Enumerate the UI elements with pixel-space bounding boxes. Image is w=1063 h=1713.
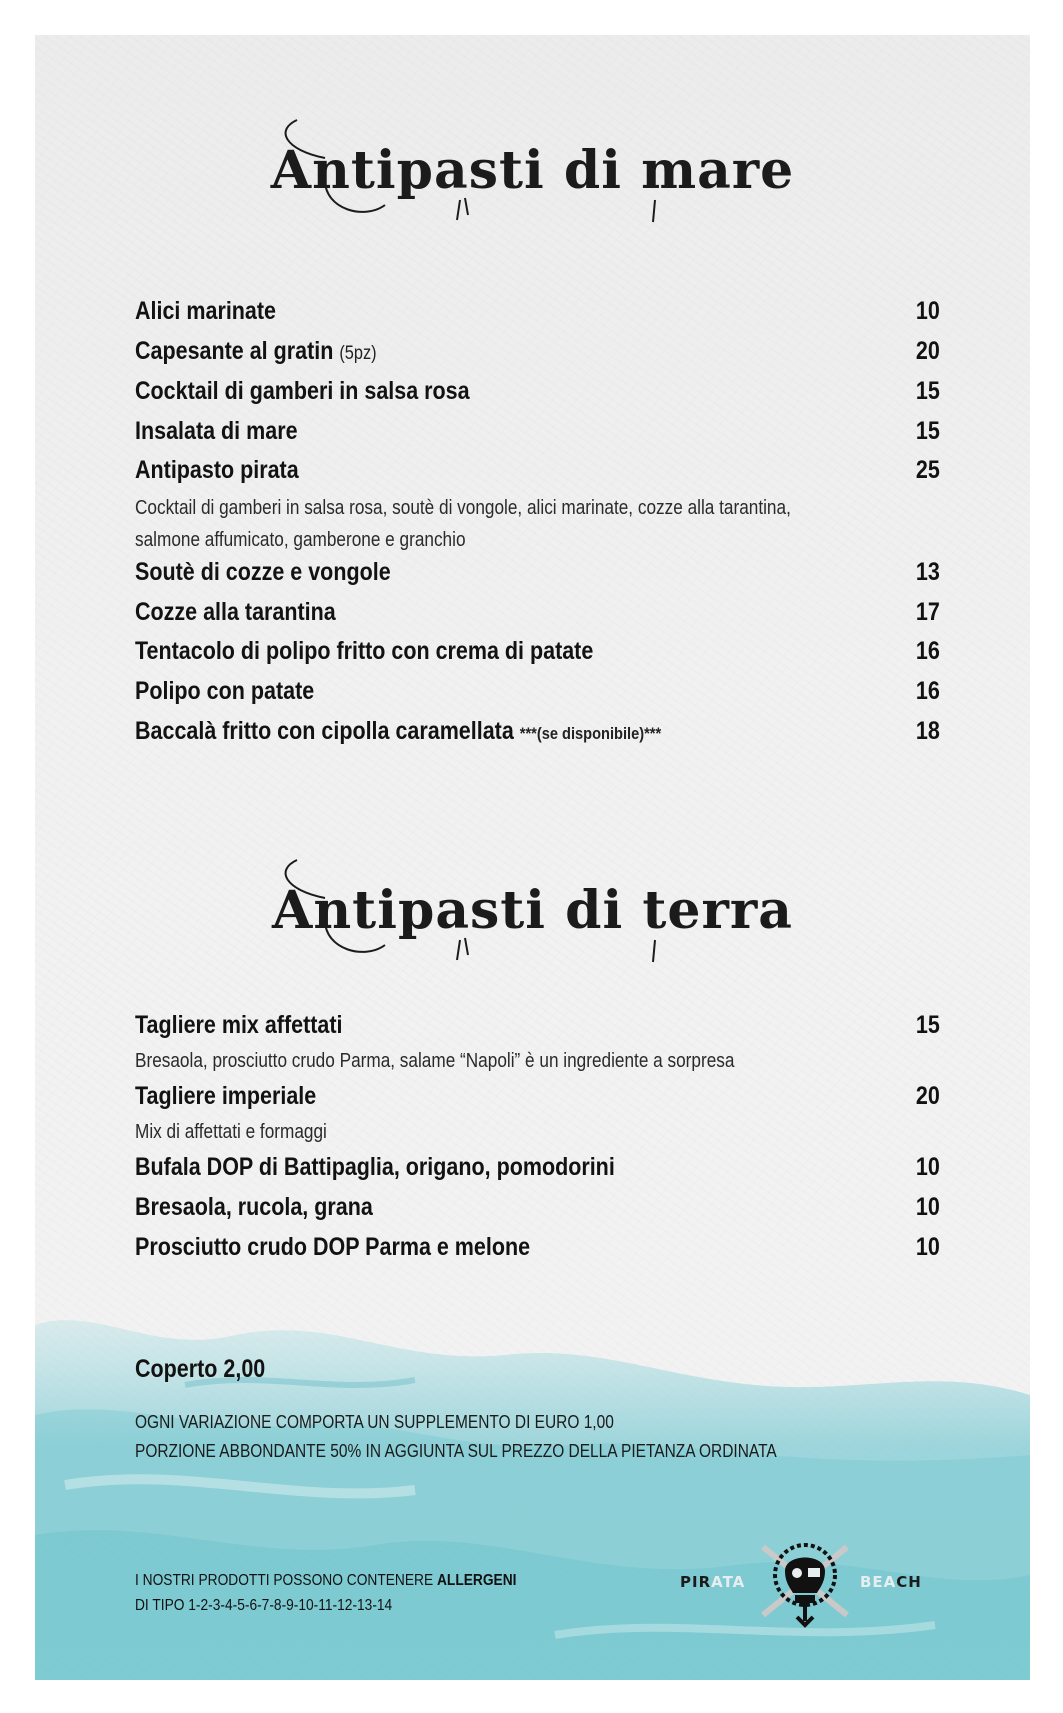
menu-item [135,337,940,373]
item-note: (5pz) [339,343,377,364]
menu-page [35,35,1030,1680]
allergens-types: DI TIPO 1-2-3-4-5-6-7-8-9-10-11-12-13-14 [135,1597,393,1614]
menu-item [135,558,940,594]
item-name: Antipasto pirata [135,456,299,484]
item-note: ***(se disponibile)*** [519,724,662,743]
item-name: Tagliere mix affettati [135,1011,343,1039]
item-name: Tagliere imperiale [135,1082,317,1110]
menu-item [135,456,940,492]
menu-item [135,598,940,634]
item-price: 10 [916,1233,940,1261]
allergens-prefix: I NOSTRI PRODOTTI POSSONO CONTENERE [135,1572,437,1589]
item-name: Bresaola, rucola, grana [135,1193,373,1221]
item-name: Capesante al gratin [135,337,334,365]
item-price: 15 [916,1011,940,1039]
item-price: 10 [916,1153,940,1181]
item-price: 20 [916,337,940,365]
item-price: 10 [916,1193,940,1221]
item-price: 16 [916,677,940,705]
item-name: Alici marinate [135,297,276,325]
item-name: Polipo con patate [135,677,315,705]
menu-item [135,377,940,413]
note-line: PORZIONE ABBONDANTE 50% IN AGGIUNTA SUL PREZZO DELLA PIETANZA ORDINATA [135,1441,777,1461]
cover-charge: Coperto 2,00 [135,1355,266,1383]
section-title: Antipasti di mare [270,140,795,201]
menu-item [135,1233,940,1269]
item-name: Cozze alla tarantina [135,598,336,626]
item-price: 17 [916,598,940,626]
allergens-bold: ALLERGENI [436,1572,517,1589]
item-price: 20 [916,1082,940,1110]
item-name: Baccalà fritto con cipolla caramellata [135,717,514,745]
item-name: Bufala DOP di Battipaglia, origano, pomodorini [135,1153,615,1181]
menu-item [135,1153,940,1189]
menu-item [135,677,940,713]
section-heading-mare [35,110,1030,230]
item-price: 16 [916,637,940,665]
item-price: 13 [916,558,940,586]
menu-item [135,1011,940,1047]
item-name: Soutè di cozze e vongole [135,558,391,586]
menu-item [135,1193,940,1229]
note-line: OGNI VARIAZIONE COMPORTA UN SUPPLEMENTO DI EURO 1,00 [135,1412,614,1432]
allergens-notice [135,1568,516,1618]
section-heading-terra [35,850,1030,970]
section-title: Antipasti di terra [272,880,793,941]
pirate-skull-icon [735,1535,875,1630]
item-price: 15 [916,417,940,445]
description-line: Mix di affettati e formaggi [135,1121,327,1143]
item-price: 15 [916,377,940,405]
item-name: Prosciutto crudo DOP Parma e melone [135,1233,531,1261]
item-price: 10 [916,297,940,325]
item-description [135,492,789,556]
supplement-notes [135,1408,777,1466]
logo-word-left: PIRATA [680,1573,746,1591]
item-name: Insalata di mare [135,417,298,445]
description-line: salmone affumicato, gamberone e granchio [135,529,466,551]
pirata-beach-logo [680,1535,955,1630]
description-line: Bresaola, prosciutto crudo Parma, salame “Napoli” è un ingrediente a sorpresa [135,1050,735,1072]
item-price: 25 [916,456,940,484]
logo-word-right: BEACH [860,1573,922,1591]
item-description [135,1116,789,1148]
menu-item [135,717,940,753]
menu-item [135,297,940,333]
item-name: Tentacolo di polipo fritto con crema di patate [135,637,594,665]
description-line: Cocktail di gamberi in salsa rosa, soutè di vongole, alici marinate, cozze alla tarantina, [135,497,791,519]
menu-item [135,637,940,673]
menu-item [135,417,940,453]
item-description [135,1045,789,1077]
item-name: Cocktail di gamberi in salsa rosa [135,377,470,405]
menu-item [135,1082,940,1118]
item-price: 18 [916,717,940,745]
